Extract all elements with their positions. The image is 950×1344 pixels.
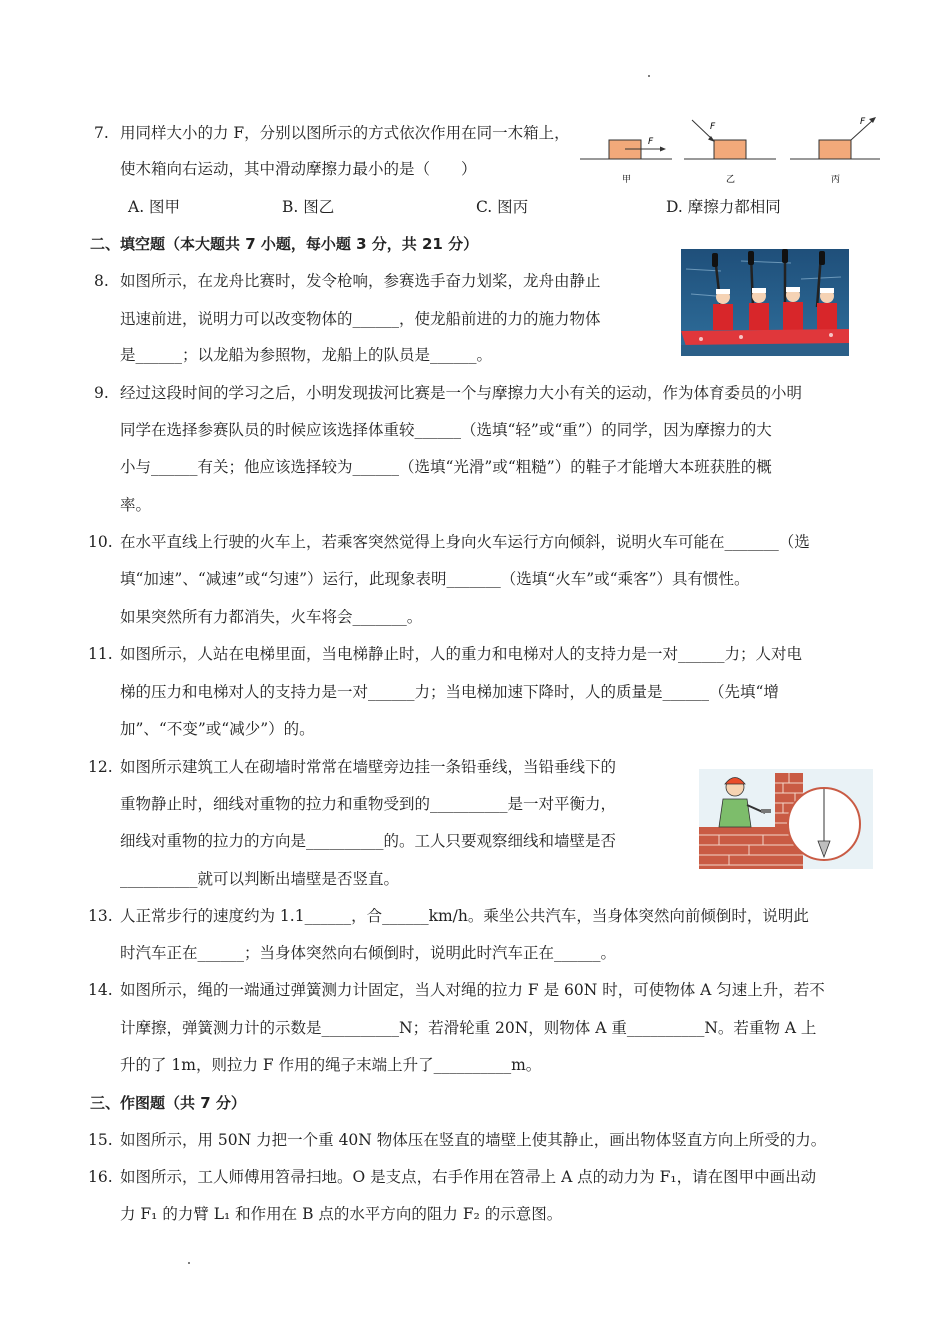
question-number: 15. [88,1131,113,1149]
question-text: 加”、“不变”或“减少”）的。 [120,720,315,738]
question-text: 升的了 1m，则拉力 F 作用的绳子末端上升了__________m。 [120,1056,542,1074]
section-heading: 二、填空题（本大题共 7 小题，每小题 3 分，共 21 分） [90,235,479,253]
question-text: 率。 [120,496,152,514]
section-heading: 三、作图题（共 7 分） [90,1094,246,1112]
box-force-figures [580,112,880,190]
figure-jia [580,137,672,185]
dragon-boat-photo [681,249,849,356]
force-label: F [860,117,866,127]
question-text: 计摩擦，弹簧测力计的示数是__________N；若滑轮重 20N，则物体 A 重__________N。若重物 A 上 [120,1019,817,1037]
question-text: 重物静止时，细线对重物的拉力和重物受到的__________是一对平衡力， [120,795,617,813]
question-text: 迅速前进，说明力可以改变物体的______，使龙船前进的力的施力物体 [120,310,601,328]
force-label: F [648,137,654,147]
question-number: 7. [94,124,109,142]
question-text: 如图所示，用 50N 力把一个重 40N 物体压在竖直的墙壁上使其静止，画出物体竖直方向上所受的力。 [120,1131,827,1149]
question-text: 如图所示，工人师傅用笤帚扫地。O 是支点，右手作用在笤帚上 A 点的动力为 F₁，请在图甲中画出动 [120,1168,817,1186]
option-b: B. 图乙 [282,198,335,216]
question-text: 细线对重物的拉力的方向是__________的。工人只要观察细线和墙壁是否 [120,832,617,850]
question-number: 14. [88,981,113,999]
question-text: 力 F₁ 的力臂 L₁ 和作用在 B 点的水平方向的阻力 F₂ 的示意图。 [120,1205,563,1223]
figure-label-yi: 乙 [726,175,736,185]
question-text: 如图所示，绳的一端通过弹簧测力计固定，当人对绳的拉力 F 是 60N 时，可使物体 A 匀速上升，若不 [120,981,825,999]
question-number: 9. [94,384,109,402]
plumb-line-illustration [699,769,873,869]
question-text: 如图所示，人站在电梯里面，当电梯静止时，人的重力和电梯对人的支持力是一对______力；人对电 [120,645,803,663]
question-number: 16. [88,1168,113,1186]
question-text: 时汽车正在______；当身体突然向右倾倒时，说明此时汽车正在______。 [120,944,617,962]
option-a: A. 图甲 [128,198,181,216]
option-c: C. 图丙 [476,198,529,216]
force-label: F [710,122,716,132]
question-text: __________就可以判断出墙壁是否竖直。 [120,870,400,888]
question-number: 10. [88,533,113,551]
page-speck [188,1262,190,1264]
figure-label-bing: 丙 [831,175,841,185]
plumb-line-detail [788,788,860,860]
question-text: 用同样大小的力 F，分别以图所示的方式依次作用在同一木箱上， [120,124,570,142]
question-text: 是______；以龙船为参照物，龙船上的队员是______。 [120,346,493,364]
question-text: 使木箱向右运动，其中滑动摩擦力最小的是（ ） [120,160,477,178]
question-text: 经过这段时间的学习之后，小明发现拔河比赛是一个与摩擦力大小有关的运动，作为体育委员的小明 [120,384,803,402]
question-text: 小与______有关；他应该选择较为______（选填“光滑”或“粗糙”）的鞋子才能增大本班获胜的概 [120,458,772,476]
question-text: 如图所示，在龙舟比赛时，发令枪响，参赛选手奋力划桨，龙舟由静止 [120,272,601,290]
question-text: 如果突然所有力都消失，火车将会_______。 [120,608,423,626]
question-text: 梯的压力和电梯对人的支持力是一对______力；当电梯加速下降时，人的质量是______（先填“增 [120,683,779,701]
figure-yi [684,120,776,185]
question-number: 11. [88,645,113,663]
question-number: 13. [88,907,113,925]
question-text: 同学在选择参赛队员的时候应该选择体重较______（选填“轻”或“重”）的同学，因为摩擦力的大 [120,421,772,439]
question-text: 如图所示建筑工人在砌墙时常常在墙壁旁边挂一条铅垂线，当铅垂线下的 [120,758,617,776]
question-text: 人正常步行的速度约为 1.1______，合______km/h。乘坐公共汽车，当身体突然向前倾倒时，说明此 [120,907,809,925]
question-text: 在水平直线上行驶的火车上，若乘客突然觉得上身向火车运行方向倾斜，说明火车可能在_______（选 [120,533,810,551]
question-number: 12. [88,758,113,776]
option-d: D. 摩擦力都相同 [666,198,781,216]
figure-label-jia: 甲 [622,175,632,185]
figure-bing [790,117,880,185]
question-text: 填“加速”、“减速”或“匀速”）运行，此现象表明_______（选填“火车”或“乘客”）具有惯性。 [120,570,750,588]
page-speck [648,75,650,77]
question-number: 8. [94,272,109,290]
